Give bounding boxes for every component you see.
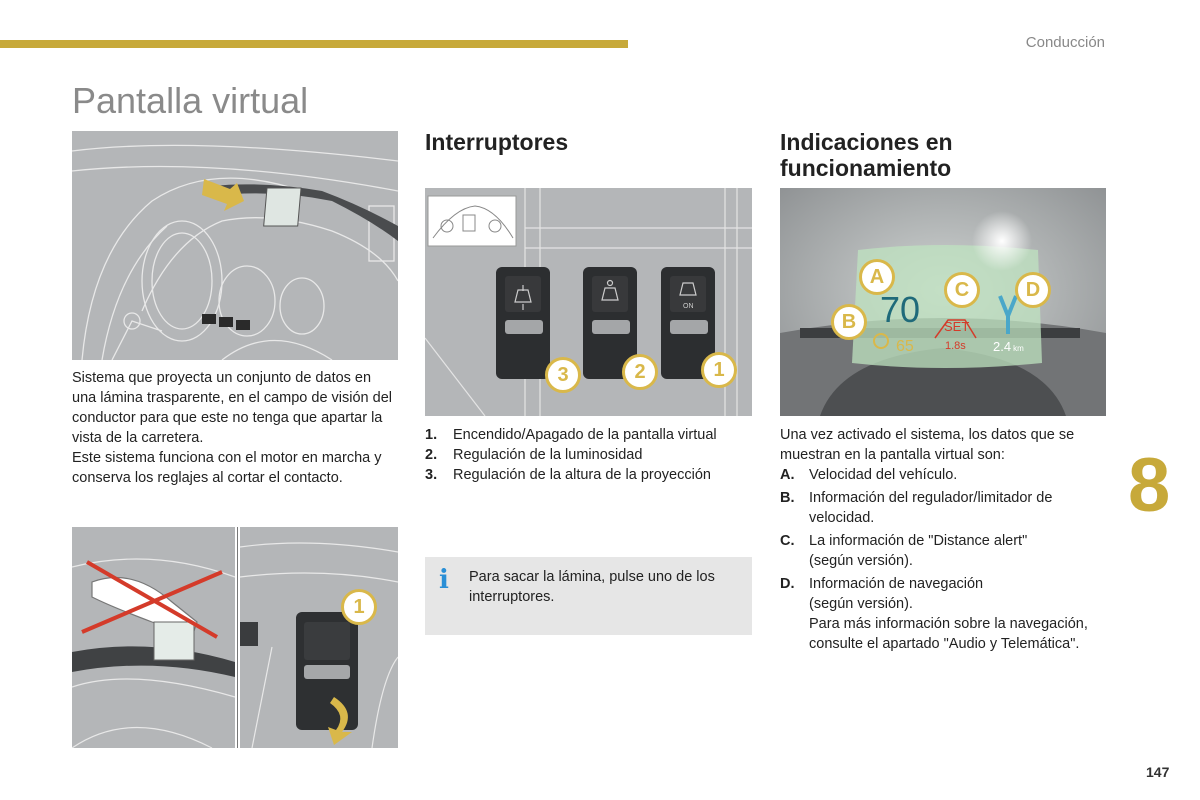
hud-label-a: A xyxy=(859,259,895,295)
operation-heading-line1: Indicaciones en xyxy=(780,129,953,155)
switch-badge-1: 1 xyxy=(701,352,737,388)
switch-badge-2: 2 xyxy=(622,354,658,390)
hud-illustration xyxy=(780,188,1106,416)
info-icon: i xyxy=(439,565,449,595)
list-item: C. La información de "Distance alert" (según versión). xyxy=(780,533,1028,569)
intro-paragraph: Sistema que proyecta un conjunto de datos en una lámina trasparente, en el campo de visión del conductor para que este no tenga que apartar la vista de la carretera. xyxy=(72,370,392,446)
switches-heading: Interruptores xyxy=(425,129,569,155)
list-item: D. Información de navegación (según versión). Para más información sobre la navegación, consulte el apartado "Audio y Telemática". xyxy=(780,576,1088,652)
page-title: Pantalla virtual xyxy=(72,80,309,121)
switch-badge-3: 3 xyxy=(545,357,581,393)
dashboard-illustration xyxy=(72,131,398,360)
page-number: 147 xyxy=(1146,764,1170,780)
intro-paragraph-2: Este sistema funciona con el motor en marcha y conserva los reglajes al cortar el contacto. xyxy=(72,450,382,486)
hud-set-value: 1.8s xyxy=(945,340,966,352)
hud-speed: 70 xyxy=(880,289,921,330)
info-text: Para sacar la lámina, pulse uno de los interruptores. xyxy=(469,569,715,605)
list-item: 2. Regulación de la luminosidad xyxy=(425,447,643,463)
switch-on-label: ON xyxy=(683,303,694,310)
hud-nav-distance: 2.4 km xyxy=(993,339,1024,354)
removal-illustration xyxy=(72,527,398,748)
list-item: A. Velocidad del vehículo. xyxy=(780,467,958,483)
list-item: 3. Regulación de la altura de la proyección xyxy=(425,467,711,483)
removal-badge: 1 xyxy=(341,589,377,625)
list-item: B. Información del regulador/limitador de velocidad. xyxy=(780,490,1053,526)
operation-heading-line2: funcionamiento xyxy=(780,155,952,181)
hud-label-b: B xyxy=(831,304,867,340)
info-note xyxy=(425,557,752,635)
operation-heading xyxy=(780,129,953,181)
header-accent-bar xyxy=(0,40,628,48)
section-label: Conducción xyxy=(1025,34,1105,51)
switches-list xyxy=(425,425,752,485)
hud-limit: 65 xyxy=(896,338,914,355)
hud-label-c: C xyxy=(944,272,980,308)
switches-illustration xyxy=(425,188,752,416)
hud-set-label: SET xyxy=(944,319,970,334)
chapter-number: 8 xyxy=(1128,443,1171,528)
operation-list xyxy=(780,465,1110,657)
hud-label-d: D xyxy=(1015,272,1051,308)
operation-intro: Una vez activado el sistema, los datos que se muestran en la pantalla virtual son: xyxy=(780,427,1075,463)
list-item: 1. Encendido/Apagado de la pantalla virtual xyxy=(425,427,717,443)
